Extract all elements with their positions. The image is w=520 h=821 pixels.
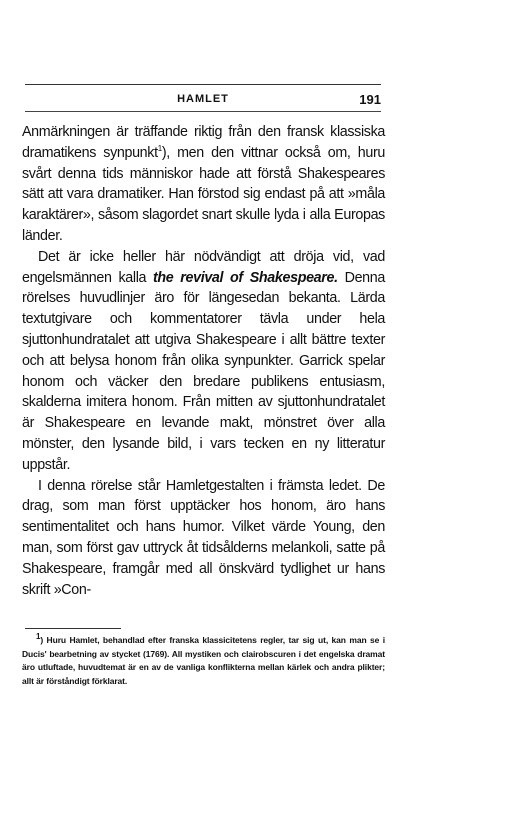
paragraph-3: I denna rörelse står Hamletgestalten i främsta ledet. De drag, som man först upptäcker hos honom, äro hans sentimentalitet och hans humor. Vilket värde Young, den man, som först gav uttryck åt tidsålderns melankoli, satte på Shakespeare, framgår med all önskvärd tydlighet ur hans skrift »Con-: [22, 477, 385, 598]
footnote: [22, 634, 385, 688]
header-rule: [25, 111, 381, 112]
paragraph-1-text: Anmärkningen är träffande riktig från den fransk klassiska dramatikens synpunkt: [22, 124, 385, 161]
page-header: [25, 93, 381, 109]
running-head: HAMLET: [177, 93, 229, 105]
paragraph-1-text-cont: ), men den vittnar också om, huru svårt denna tids människor hade att förstå Shakespeares sätt att vara dramatiker. Han förstod sig endast på att »måla karaktärer», såsom slagordet snart skulle lyda i alla Europas länder.: [22, 144, 385, 244]
top-rule: [25, 84, 381, 85]
paragraph-2-emphasis: the revival of Shakespeare.: [153, 269, 338, 286]
paragraph-2-text: Det är icke heller här nödvändigt att dröja vid, vad engelsmännen kalla: [22, 248, 385, 286]
body-text: [22, 122, 385, 600]
paragraph-2-text-cont: Denna rörelses huvudlinjer äro för längesedan bekanta. Lärda textutgivare och kommentatorer tävla under hela sjuttonhundratalet att utgiva Shakespeare i allt bättre texter och att belysa honom från olika synpunkter. Garrick spelar honom och väcker den bredare publikens entusiasm, skalderna imitera honom. Från mitten av sjuttonhundratalet är Shakespeare en levande makt, mönstret över alla mönster, den lysande bild, i vars tecken en ny litteratur uppstår.: [22, 269, 385, 473]
footnote-rule: [25, 628, 121, 629]
paragraph-2: [22, 247, 385, 476]
footnote-reference: 1: [157, 144, 162, 154]
page-number: 191: [359, 92, 381, 107]
footnote-marker: 1: [36, 632, 41, 642]
footnote-text: ) Huru Hamlet, behandlad efter franska klassicitetens regler, tar sig ut, kan man se i Ducis' bearbetning av stycket (1769). All mystiken och clairobscuren i det engelska dramat äro utluftade, huvudtemat är en av de vanliga konflikterna mellan kärlek och andra plikter; allt är förståndigt förklarat.: [22, 635, 385, 686]
paragraph-1: [22, 122, 385, 247]
